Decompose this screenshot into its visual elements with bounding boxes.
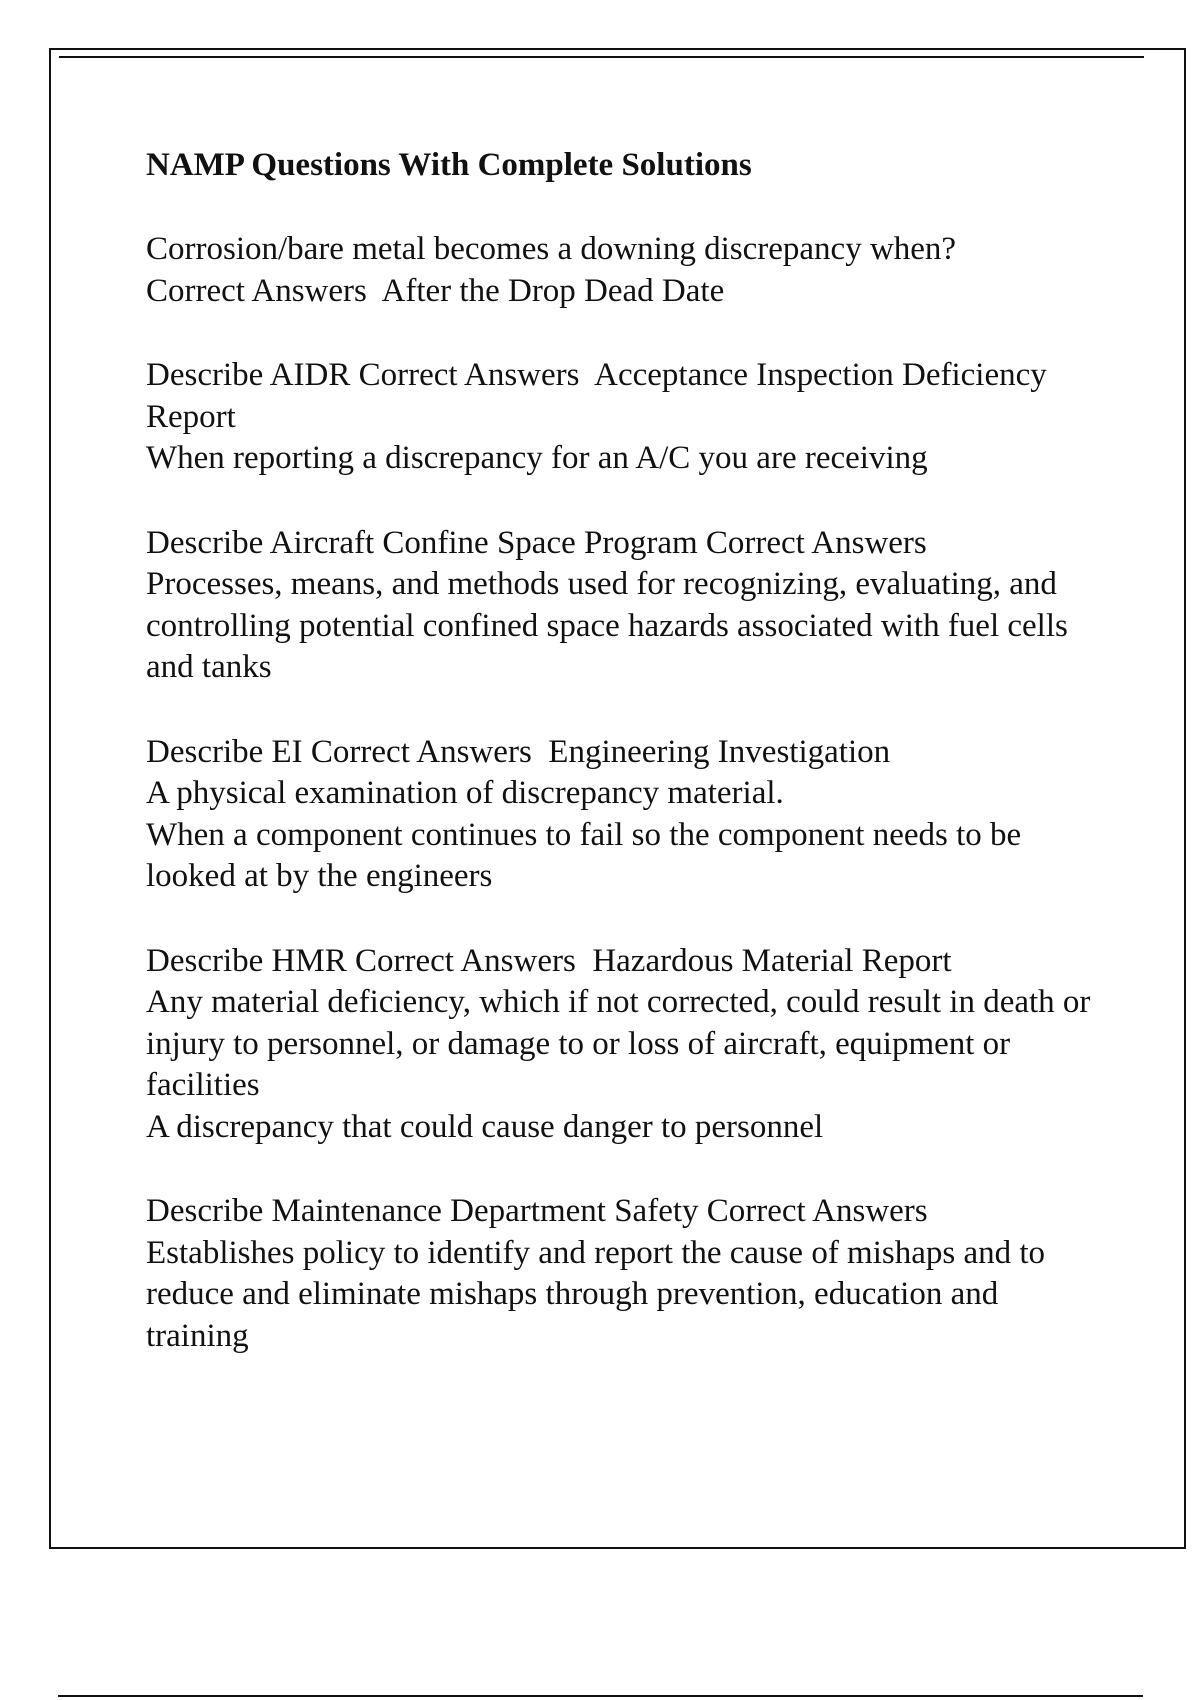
answer-text: Any material deficiency, which if not corrected, could result in death or injury to personnel, or damage to or loss of aircraft, equipment or facilities — [146, 984, 1099, 1103]
document-title: NAMP Questions With Complete Solutions — [146, 147, 752, 183]
qa-entry-5 — [146, 941, 1106, 1149]
qa-entry-3 — [146, 523, 1106, 689]
qa-entry-1 — [146, 229, 1106, 312]
qa-entry-2 — [146, 355, 1106, 480]
document-body — [146, 145, 1106, 1400]
answer-extra-text: A discrepancy that could cause danger to personnel — [146, 1108, 824, 1145]
answer-extra-text: When a component continues to fail so the component needs to be looked at by the engineers — [146, 816, 1030, 894]
question-text: Describe HMR Correct Answers Hazardous Material Report — [146, 942, 952, 979]
question-text: Describe EI Correct Answers Engineering Investigation — [146, 733, 891, 770]
bottom-rule — [58, 1695, 1143, 1697]
answer-text: When reporting a discrepancy for an A/C you are receiving — [146, 440, 928, 476]
qa-entry-4 — [146, 732, 1106, 898]
qa-entry-6 — [146, 1191, 1106, 1357]
answer-text: Establishes policy to identify and report the cause of mishaps and to reduce and eliminate mishaps through prevention, education and training — [146, 1234, 1054, 1354]
question-text: Describe Maintenance Department Safety Correct Answers — [146, 1193, 928, 1229]
question-text: Corrosion/bare metal becomes a downing discrepancy when? — [146, 231, 957, 267]
answer-text: Correct Answers After the Drop Dead Date — [146, 272, 725, 309]
question-text: Describe Aircraft Confine Space Program Correct Answers — [146, 524, 927, 561]
question-text: Describe AIDR Correct Answers Acceptance Inspection Deficiency Report — [146, 357, 1055, 435]
answer-text: Processes, means, and methods used for recognizing, evaluating, and controlling potential confined space hazards associated with fuel cells and tanks — [146, 566, 1077, 685]
top-rule — [59, 56, 1144, 58]
answer-text: A physical examination of discrepancy material. — [146, 775, 784, 811]
